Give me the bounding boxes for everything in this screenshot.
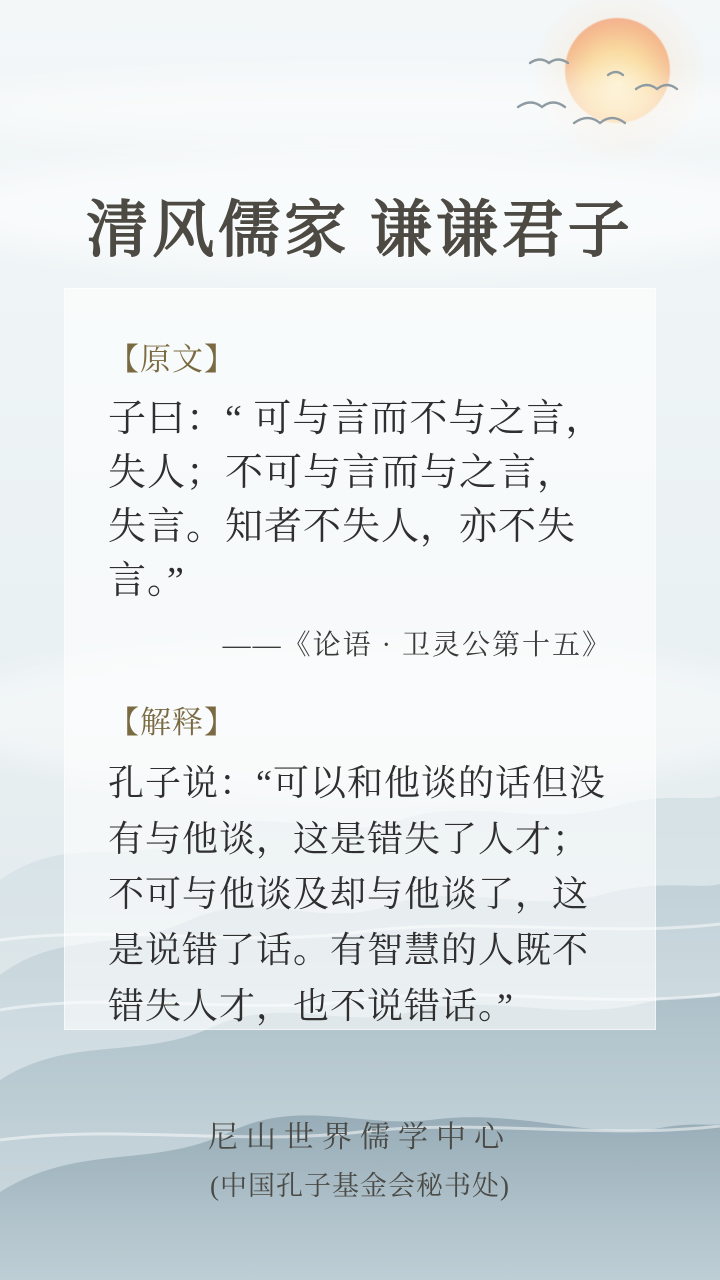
original-label: 【原文】: [108, 342, 236, 377]
explanation-label: 【解释】: [108, 704, 236, 740]
explanation-text: 孔子说：“可以和他谈的话但没有与他谈，这是错失了人才；不可与他谈及却与他谈了，这是说错了话。有智慧的人既不错失人才，也不说错话。”: [108, 762, 606, 1026]
footer-department: (中国孔子基金会秘书处): [210, 1171, 510, 1201]
original-text: 子曰：“ 可与言而不与之言，失人；不可与言而与之言，失言。知者不失人，亦不失言。”: [108, 398, 605, 602]
footer-organization: 尼山世界儒学中心: [208, 1121, 512, 1154]
birds-icon: [500, 45, 690, 165]
quote-source: ——《论语 · 卫灵公第十五》: [222, 629, 612, 661]
footer: [0, 1112, 720, 1203]
spacer: [108, 663, 612, 697]
quote-card: [64, 288, 656, 1030]
page-title: 清风儒家 谦谦君子: [86, 197, 634, 265]
